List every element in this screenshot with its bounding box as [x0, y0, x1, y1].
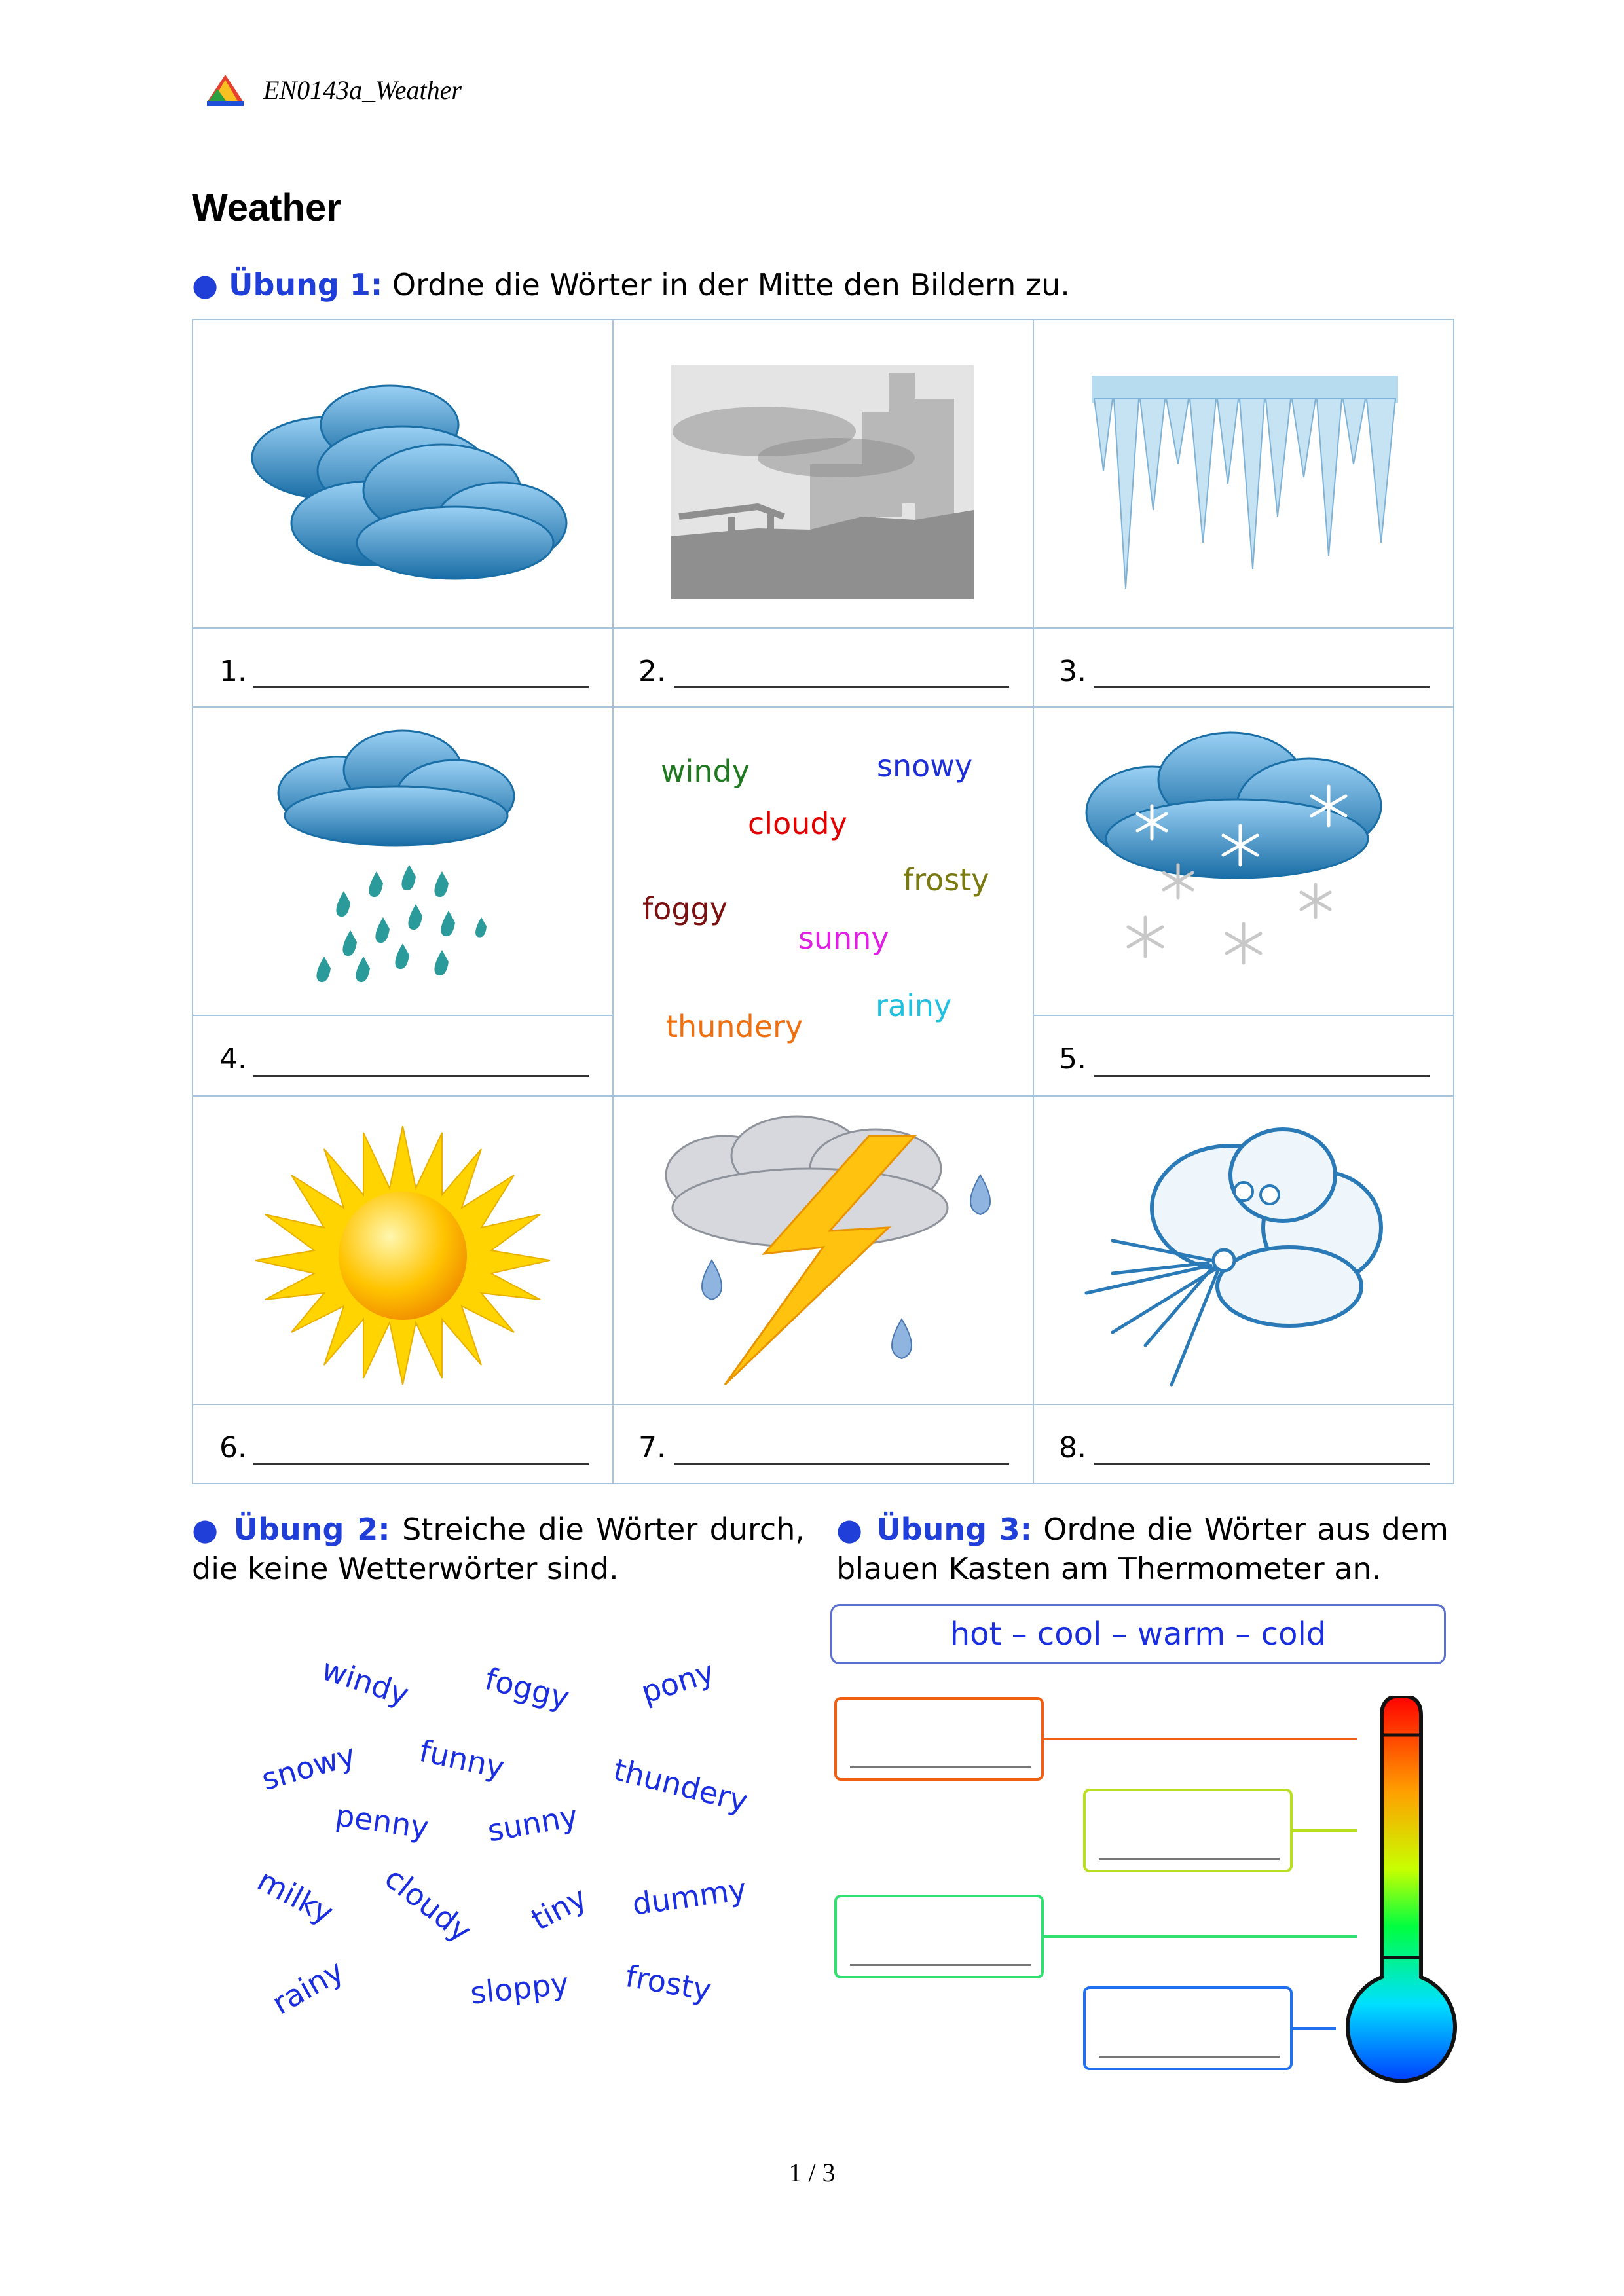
answer-line-7[interactable]	[674, 1463, 1009, 1465]
bank-word-rainy: rainy	[876, 988, 952, 1023]
answer-cell-8	[1033, 1404, 1454, 1484]
connector-hot	[1044, 1738, 1357, 1740]
rain-icon	[193, 708, 612, 1015]
cloud-word-thundery[interactable]: thundery	[610, 1751, 752, 1819]
exercise-3-instruction	[836, 1510, 1449, 1588]
answer-number-7: 7.	[638, 1431, 666, 1465]
exercise-1-text: Ordne die Wörter in der Mitte den Bildern zu.	[382, 267, 1070, 302]
clouds-icon	[193, 320, 612, 627]
cloud-word-windy[interactable]: windy	[317, 1651, 414, 1713]
temp-answer-line-1	[850, 1766, 1031, 1768]
answer-cell-4	[192, 1015, 614, 1097]
image-cell-4	[192, 706, 614, 1016]
cloud-word-rainy[interactable]: rainy	[266, 1952, 350, 2022]
page-title: Weather	[192, 187, 341, 229]
image-cell-7	[612, 1095, 1034, 1405]
temp-answer-box-3[interactable]	[834, 1895, 1044, 1978]
page-number: 1 / 3	[788, 2158, 836, 2187]
bank-word-thundery: thundery	[666, 1009, 803, 1044]
exercise-2-text: Streiche die Wörter durch, die keine Wetterwörter sind.	[192, 1512, 805, 1586]
answer-number-3: 3.	[1059, 655, 1086, 688]
cloud-word-pony[interactable]: pony	[637, 1653, 719, 1711]
answer-line-6[interactable]	[253, 1463, 589, 1465]
answer-number-5: 5.	[1059, 1042, 1086, 1076]
bank-word-snowy: snowy	[877, 748, 973, 784]
temp-answer-line-3	[850, 1964, 1031, 1966]
temp-answer-box-4[interactable]	[1083, 1986, 1293, 2070]
answer-number-8: 8.	[1059, 1431, 1086, 1465]
answer-line-8[interactable]	[1094, 1463, 1430, 1465]
image-cell-6	[192, 1095, 614, 1405]
answer-line-5[interactable]	[1094, 1075, 1430, 1077]
bank-word-windy: windy	[661, 754, 750, 789]
exercise-3-text: Ordne die Wörter aus dem blauen Kasten am Thermometer an.	[836, 1512, 1449, 1586]
answer-cell-1	[192, 627, 614, 708]
answer-cell-6	[192, 1404, 614, 1484]
snow-icon	[1034, 708, 1453, 1015]
exercise-1-grid	[192, 319, 1454, 1484]
exercise-2-word-cloud	[190, 1637, 812, 2030]
exercise-1-label: ● Übung 1:	[192, 267, 383, 302]
image-cell-3	[1033, 319, 1454, 629]
document-id: EN0143a_Weather	[263, 75, 462, 105]
thunderstorm-icon	[614, 1097, 1033, 1404]
temp-answer-box-1[interactable]	[834, 1697, 1044, 1781]
cloud-word-foggy[interactable]: foggy	[481, 1661, 573, 1716]
answer-number-6: 6.	[219, 1431, 247, 1465]
cloud-word-funny[interactable]: funny	[416, 1732, 508, 1786]
cloud-word-milky[interactable]: milky	[251, 1862, 340, 1931]
temp-answer-box-2[interactable]	[1083, 1789, 1293, 1872]
answer-line-3[interactable]	[1094, 686, 1430, 688]
answer-cell-5	[1033, 1015, 1454, 1097]
word-bank-cell	[612, 706, 1034, 1097]
cloud-word-sunny[interactable]: sunny	[485, 1798, 581, 1849]
cloud-word-tiny[interactable]: tiny	[525, 1879, 593, 1938]
cloud-word-dummy[interactable]: dummy	[630, 1871, 749, 1922]
exercise-2-instruction	[192, 1510, 805, 1588]
cloud-word-sloppy[interactable]: sloppy	[468, 1965, 570, 2011]
temp-answer-line-4	[1099, 2056, 1280, 2058]
exercise-1-instruction	[192, 265, 1456, 304]
temp-answer-line-2	[1099, 1858, 1280, 1860]
cloud-word-penny[interactable]: penny	[333, 1797, 432, 1846]
image-cell-1	[192, 319, 614, 629]
bank-word-sunny: sunny	[798, 920, 889, 956]
exercise-2-label: ● Übung 2:	[192, 1512, 390, 1547]
answer-cell-2	[612, 627, 1034, 708]
exercise-3-label: ● Übung 3:	[836, 1512, 1033, 1547]
bank-word-frosty: frosty	[903, 862, 989, 898]
bank-word-foggy: foggy	[642, 891, 728, 926]
image-cell-2	[612, 319, 1034, 629]
sun-icon	[193, 1097, 612, 1404]
answer-number-1: 1.	[219, 655, 247, 688]
answer-line-1[interactable]	[253, 686, 589, 688]
word-box: hot – cool – warm – cold	[830, 1604, 1446, 1664]
answer-number-4: 4.	[219, 1042, 247, 1076]
connector-cool	[1044, 1935, 1357, 1938]
thermometer-icon	[1329, 1696, 1473, 2088]
icicles-icon	[1034, 320, 1453, 627]
wind-icon	[1034, 1097, 1453, 1404]
cloud-word-snowy[interactable]: snowy	[257, 1736, 360, 1798]
bank-word-cloudy: cloudy	[748, 806, 847, 841]
logo-icon	[204, 73, 246, 107]
answer-cell-3	[1033, 627, 1454, 708]
answer-line-2[interactable]	[674, 686, 1009, 688]
answer-line-4[interactable]	[253, 1075, 589, 1077]
cloud-word-frosty[interactable]: frosty	[623, 1958, 714, 2009]
answer-number-2: 2.	[638, 655, 666, 688]
cloud-word-cloudy[interactable]: cloudy	[378, 1859, 479, 1950]
image-cell-8	[1033, 1095, 1454, 1405]
fog-icon	[614, 320, 1033, 627]
answer-cell-7	[612, 1404, 1034, 1484]
image-cell-5	[1033, 706, 1454, 1016]
